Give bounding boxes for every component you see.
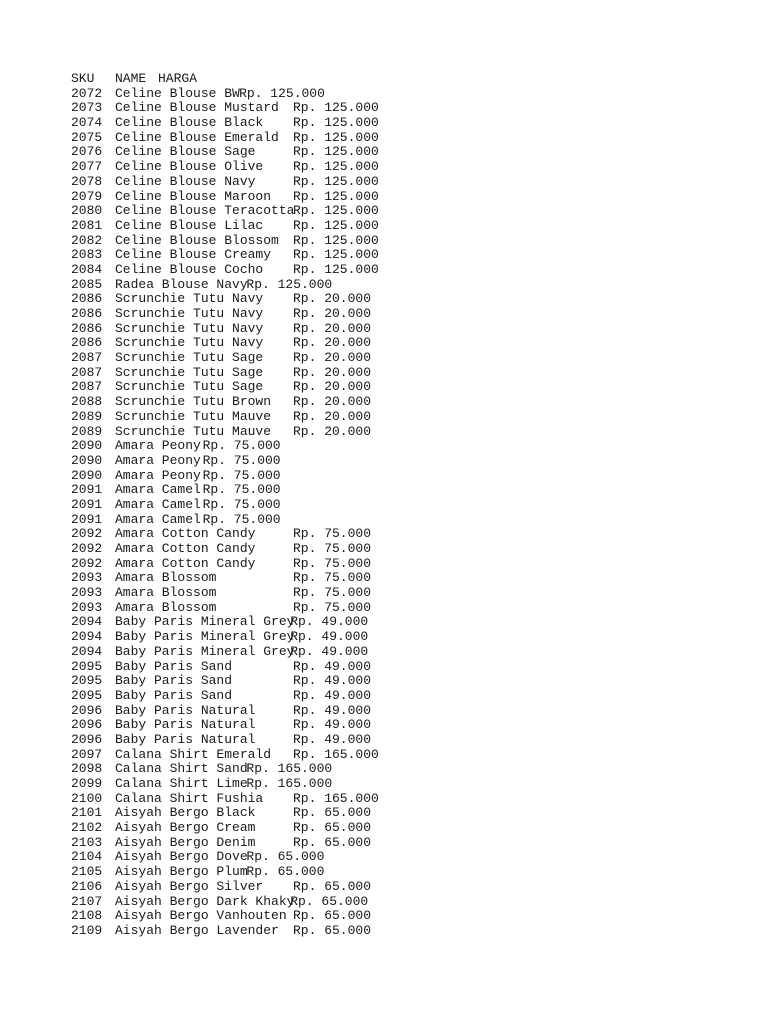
- row-price: Rp. 65.000: [293, 878, 372, 894]
- row-price: Rp. 75.000: [202, 438, 281, 454]
- row-price: Rp. 65.000: [293, 908, 372, 924]
- row-price: Rp. 20.000: [293, 320, 372, 336]
- row-price: Rp. 49.000: [290, 643, 369, 659]
- row-name: Celine Blouse Teracotta: [115, 203, 295, 219]
- row-sku: 2086: [71, 291, 103, 307]
- row-sku: 2096: [71, 731, 103, 747]
- row-name: Baby Paris Mineral Grey: [115, 614, 295, 630]
- row-sku: 2089: [71, 423, 103, 439]
- row-name: Celine Blouse Navy: [115, 173, 256, 189]
- row-price: Rp. 20.000: [293, 379, 372, 395]
- product-price-list: [71, 72, 671, 939]
- row-sku: 2095: [71, 658, 103, 674]
- row-price: Rp. 125.000: [293, 217, 379, 233]
- table-row: [71, 557, 671, 572]
- row-price: Rp. 125.000: [293, 261, 379, 277]
- row-sku: 2091: [71, 496, 103, 512]
- row-name: Baby Paris Mineral Grey: [115, 629, 295, 645]
- row-sku: 2086: [71, 335, 103, 351]
- row-sku: 2079: [71, 188, 103, 204]
- table-row: [71, 351, 671, 366]
- row-sku: 2086: [71, 320, 103, 336]
- row-name: Amara Peony: [115, 438, 201, 454]
- row-price: Rp. 125.000: [293, 173, 379, 189]
- table-row: [71, 336, 671, 351]
- row-price: Rp. 20.000: [293, 364, 372, 380]
- table-row: [71, 263, 671, 278]
- row-sku: 2095: [71, 687, 103, 703]
- row-sku: 2091: [71, 511, 103, 527]
- row-name: Celine Blouse Mustard: [115, 100, 279, 116]
- row-name: Aisyah Bergo Vanhouten: [115, 908, 287, 924]
- row-name: Calana Shirt Emerald: [115, 746, 272, 762]
- table-row: [71, 439, 671, 454]
- row-name: Scrunchie Tutu Navy: [115, 320, 264, 336]
- row-name: Scrunchie Tutu Sage: [115, 364, 264, 380]
- row-name: Scrunchie Tutu Mauve: [115, 423, 272, 439]
- row-name: Amara Cotton Candy: [115, 541, 256, 556]
- table-row: [71, 924, 671, 939]
- row-name: Amara Camel: [115, 511, 201, 527]
- table-row: [71, 850, 671, 865]
- row-price: Rp. 125.000: [246, 276, 333, 292]
- table-row: [71, 542, 671, 557]
- row-name: Celine Blouse Emerald: [115, 129, 279, 145]
- table-row: [71, 410, 671, 425]
- row-price: Rp. 49.000: [293, 717, 372, 733]
- row-name: Celine Blouse Sage: [115, 144, 256, 160]
- row-name: Radea Blouse Navy: [115, 276, 248, 292]
- row-price: Rp. 49.000: [293, 687, 372, 703]
- row-name: Scrunchie Tutu Navy: [115, 306, 264, 321]
- row-name: Amara Peony: [115, 467, 201, 483]
- table-row: [71, 160, 671, 175]
- row-price: Rp. 49.000: [293, 673, 372, 689]
- row-sku: 2108: [71, 908, 103, 924]
- row-price: Rp. 75.000: [202, 511, 281, 527]
- row-sku: 2083: [71, 247, 103, 263]
- row-sku: 2076: [71, 144, 103, 160]
- row-price: Rp. 165.000: [246, 761, 333, 777]
- header-name: NAME: [115, 71, 147, 86]
- row-price: Rp. 20.000: [293, 306, 372, 321]
- table-row: [71, 645, 671, 660]
- table-row: [71, 322, 671, 337]
- table-row: [71, 527, 671, 542]
- row-name: Scrunchie Tutu Navy: [115, 335, 264, 351]
- table-row: [71, 792, 671, 807]
- row-price: Rp. 49.000: [293, 702, 372, 718]
- table-row: [71, 586, 671, 601]
- row-price: Rp. 75.000: [293, 570, 372, 586]
- row-sku: 2089: [71, 408, 103, 424]
- table-row: [71, 366, 671, 381]
- table-row: [71, 278, 671, 293]
- row-sku: 2094: [71, 629, 103, 645]
- row-price: Rp. 65.000: [246, 849, 325, 865]
- table-row: [71, 601, 671, 616]
- row-name: Baby Paris Sand: [115, 687, 233, 703]
- row-price: Rp. 65.000: [293, 834, 372, 850]
- row-name: Aisyah Bergo Denim: [115, 834, 256, 850]
- row-price: Rp. 49.000: [290, 614, 369, 630]
- row-name: Baby Paris Sand: [115, 673, 233, 689]
- row-name: Baby Paris Natural: [115, 702, 256, 718]
- row-name: Celine Blouse Lilac: [115, 217, 264, 233]
- table-row: [71, 248, 671, 263]
- row-name: Scrunchie Tutu Navy: [115, 291, 264, 307]
- row-sku: 2087: [71, 350, 103, 366]
- row-sku: 2080: [71, 203, 103, 219]
- row-price: Rp. 165.000: [293, 790, 379, 806]
- table-row: [71, 307, 671, 322]
- row-name: Amara Cotton Candy: [115, 555, 256, 571]
- row-name: Aisyah Bergo Lavender: [115, 922, 279, 938]
- row-sku: 2109: [71, 922, 103, 938]
- row-sku: 2074: [71, 115, 103, 131]
- row-sku: 2085: [71, 276, 103, 292]
- row-price: Rp. 65.000: [293, 922, 372, 938]
- row-price: Rp. 125.000: [293, 203, 379, 219]
- row-sku: 2099: [71, 776, 103, 791]
- row-name: Baby Paris Sand: [115, 658, 233, 674]
- row-name: Baby Paris Mineral Grey: [115, 643, 295, 659]
- rows-container: [71, 87, 671, 939]
- row-name: Celine Blouse Creamy: [115, 247, 272, 263]
- row-name: Amara Peony: [115, 452, 201, 468]
- row-price: Rp. 125.000: [293, 100, 379, 116]
- table-row: [71, 395, 671, 410]
- row-sku: 2103: [71, 834, 103, 850]
- row-name: Calana Shirt Fushia: [115, 790, 264, 806]
- row-sku: 2090: [71, 438, 103, 454]
- row-sku: 2082: [71, 232, 103, 248]
- table-row: [71, 630, 671, 645]
- table-row: [71, 175, 671, 190]
- table-row: [71, 806, 671, 821]
- table-row: [71, 748, 671, 763]
- header-harga: HARGA: [158, 71, 198, 86]
- row-name: Scrunchie Tutu Sage: [115, 350, 264, 366]
- row-sku: 2091: [71, 482, 103, 498]
- table-row: [71, 704, 671, 719]
- table-row: [71, 483, 671, 498]
- row-price: Rp. 75.000: [293, 585, 372, 601]
- row-name: Celine Blouse Black: [115, 115, 264, 131]
- table-row: [71, 865, 671, 880]
- row-sku: 2107: [71, 893, 103, 909]
- table-row: [71, 689, 671, 704]
- row-sku: 2096: [71, 702, 103, 718]
- row-name: Aisyah Bergo Dark Khaky: [115, 893, 295, 909]
- row-price: Rp. 125.000: [293, 129, 379, 145]
- row-price: Rp. 125.000: [293, 232, 379, 248]
- row-sku: 2097: [71, 746, 103, 762]
- row-sku: 2095: [71, 673, 103, 689]
- row-name: Baby Paris Natural: [115, 717, 256, 733]
- row-price: Rp. 165.000: [293, 746, 379, 762]
- row-price: Rp. 20.000: [293, 335, 372, 351]
- row-name: Amara Cotton Candy: [115, 526, 256, 542]
- row-sku: 2084: [71, 261, 103, 277]
- row-sku: 2086: [71, 306, 103, 321]
- row-name: Amara Blossom: [115, 599, 217, 615]
- table-row: [71, 190, 671, 205]
- table-row: [71, 469, 671, 484]
- row-price: Rp. 125.000: [239, 85, 325, 101]
- row-sku: 2087: [71, 379, 103, 395]
- row-sku: 2101: [71, 805, 103, 821]
- row-price: Rp. 65.000: [293, 820, 372, 836]
- row-price: Rp. 75.000: [202, 482, 281, 498]
- row-price: Rp. 75.000: [293, 599, 372, 615]
- row-sku: 2088: [71, 394, 103, 410]
- row-name: Celine Blouse Blossom: [115, 232, 279, 248]
- row-name: Celine Blouse Cocho: [115, 261, 264, 277]
- row-name: Aisyah Bergo Silver: [115, 878, 264, 894]
- table-row: [71, 425, 671, 440]
- table-row: [71, 880, 671, 895]
- row-price: Rp. 75.000: [293, 526, 372, 542]
- table-row: [71, 513, 671, 528]
- table-row: [71, 762, 671, 777]
- row-price: Rp. 49.000: [290, 629, 369, 645]
- row-name: Baby Paris Natural: [115, 731, 256, 747]
- table-row: [71, 895, 671, 910]
- row-price: Rp. 75.000: [202, 452, 281, 468]
- row-sku: 2105: [71, 864, 103, 880]
- row-price: Rp. 125.000: [293, 115, 379, 131]
- row-name: Scrunchie Tutu Sage: [115, 379, 264, 395]
- row-price: Rp. 125.000: [293, 144, 379, 160]
- table-row: [71, 718, 671, 733]
- table-row: [71, 660, 671, 675]
- row-price: Rp. 125.000: [293, 159, 379, 175]
- row-name: Scrunchie Tutu Mauve: [115, 408, 272, 424]
- row-sku: 2087: [71, 364, 103, 380]
- row-sku: 2102: [71, 820, 103, 836]
- row-sku: 2094: [71, 643, 103, 659]
- row-sku: 2092: [71, 555, 103, 571]
- row-price: Rp. 75.000: [293, 541, 372, 556]
- row-price: Rp. 20.000: [293, 394, 372, 410]
- row-sku: 2090: [71, 467, 103, 483]
- row-sku: 2090: [71, 452, 103, 468]
- table-row: [71, 498, 671, 513]
- table-row: [71, 674, 671, 689]
- row-name: Celine Blouse Maroon: [115, 188, 272, 204]
- row-price: Rp. 75.000: [202, 467, 281, 483]
- row-sku: 2072: [71, 85, 103, 101]
- row-price: Rp. 65.000: [246, 864, 325, 880]
- row-sku: 2100: [71, 790, 103, 806]
- table-row: [71, 204, 671, 219]
- row-name: Celine Blouse BW: [115, 85, 240, 101]
- row-name: Amara Camel: [115, 496, 201, 512]
- row-sku: 2094: [71, 614, 103, 630]
- table-row: [71, 101, 671, 116]
- row-price: Rp. 20.000: [293, 291, 372, 307]
- table-row: [71, 234, 671, 249]
- table-row: [71, 909, 671, 924]
- table-row: [71, 454, 671, 469]
- row-price: Rp. 75.000: [202, 496, 281, 512]
- row-name: Calana Shirt Sand: [115, 761, 248, 777]
- row-price: Rp. 49.000: [293, 658, 372, 674]
- table-row: [71, 733, 671, 748]
- row-name: Aisyah Bergo Dove: [115, 849, 248, 865]
- row-price: Rp. 125.000: [293, 247, 379, 263]
- table-row: [71, 777, 671, 792]
- row-sku: 2073: [71, 100, 103, 116]
- table-row: [71, 571, 671, 586]
- row-sku: 2077: [71, 159, 103, 175]
- header-row: [71, 72, 671, 87]
- row-name: Calana Shirt Lime: [115, 776, 248, 791]
- table-row: [71, 131, 671, 146]
- row-name: Amara Blossom: [115, 570, 217, 586]
- row-price: Rp. 125.000: [293, 188, 379, 204]
- row-name: Amara Camel: [115, 482, 201, 498]
- row-price: Rp. 65.000: [290, 893, 369, 909]
- row-sku: 2078: [71, 173, 103, 189]
- row-sku: 2092: [71, 526, 103, 542]
- table-row: [71, 821, 671, 836]
- row-sku: 2106: [71, 878, 103, 894]
- table-row: [71, 292, 671, 307]
- row-name: Amara Blossom: [115, 585, 217, 601]
- row-price: Rp. 65.000: [293, 805, 372, 821]
- row-name: Celine Blouse Olive: [115, 159, 264, 175]
- row-price: Rp. 49.000: [293, 731, 372, 747]
- row-sku: 2081: [71, 217, 103, 233]
- row-sku: 2104: [71, 849, 103, 865]
- row-sku: 2093: [71, 570, 103, 586]
- row-sku: 2096: [71, 717, 103, 733]
- table-row: [71, 836, 671, 851]
- row-name: Aisyah Bergo Cream: [115, 820, 256, 836]
- row-sku: 2093: [71, 599, 103, 615]
- row-price: Rp. 20.000: [293, 350, 372, 366]
- row-name: Aisyah Bergo Black: [115, 805, 256, 821]
- row-price: Rp. 165.000: [246, 776, 333, 791]
- table-row: [71, 145, 671, 160]
- table-row: [71, 380, 671, 395]
- row-price: Rp. 75.000: [293, 555, 372, 571]
- row-name: Aisyah Bergo Plum: [115, 864, 248, 880]
- table-row: [71, 116, 671, 131]
- table-row: [71, 219, 671, 234]
- row-name: Scrunchie Tutu Brown: [115, 394, 272, 410]
- row-sku: 2098: [71, 761, 103, 777]
- header-sku: SKU: [71, 71, 95, 86]
- table-row: [71, 87, 671, 102]
- row-price: Rp. 20.000: [293, 423, 372, 439]
- row-sku: 2075: [71, 129, 103, 145]
- row-price: Rp. 20.000: [293, 408, 372, 424]
- row-sku: 2092: [71, 541, 103, 556]
- table-row: [71, 615, 671, 630]
- row-sku: 2093: [71, 585, 103, 601]
